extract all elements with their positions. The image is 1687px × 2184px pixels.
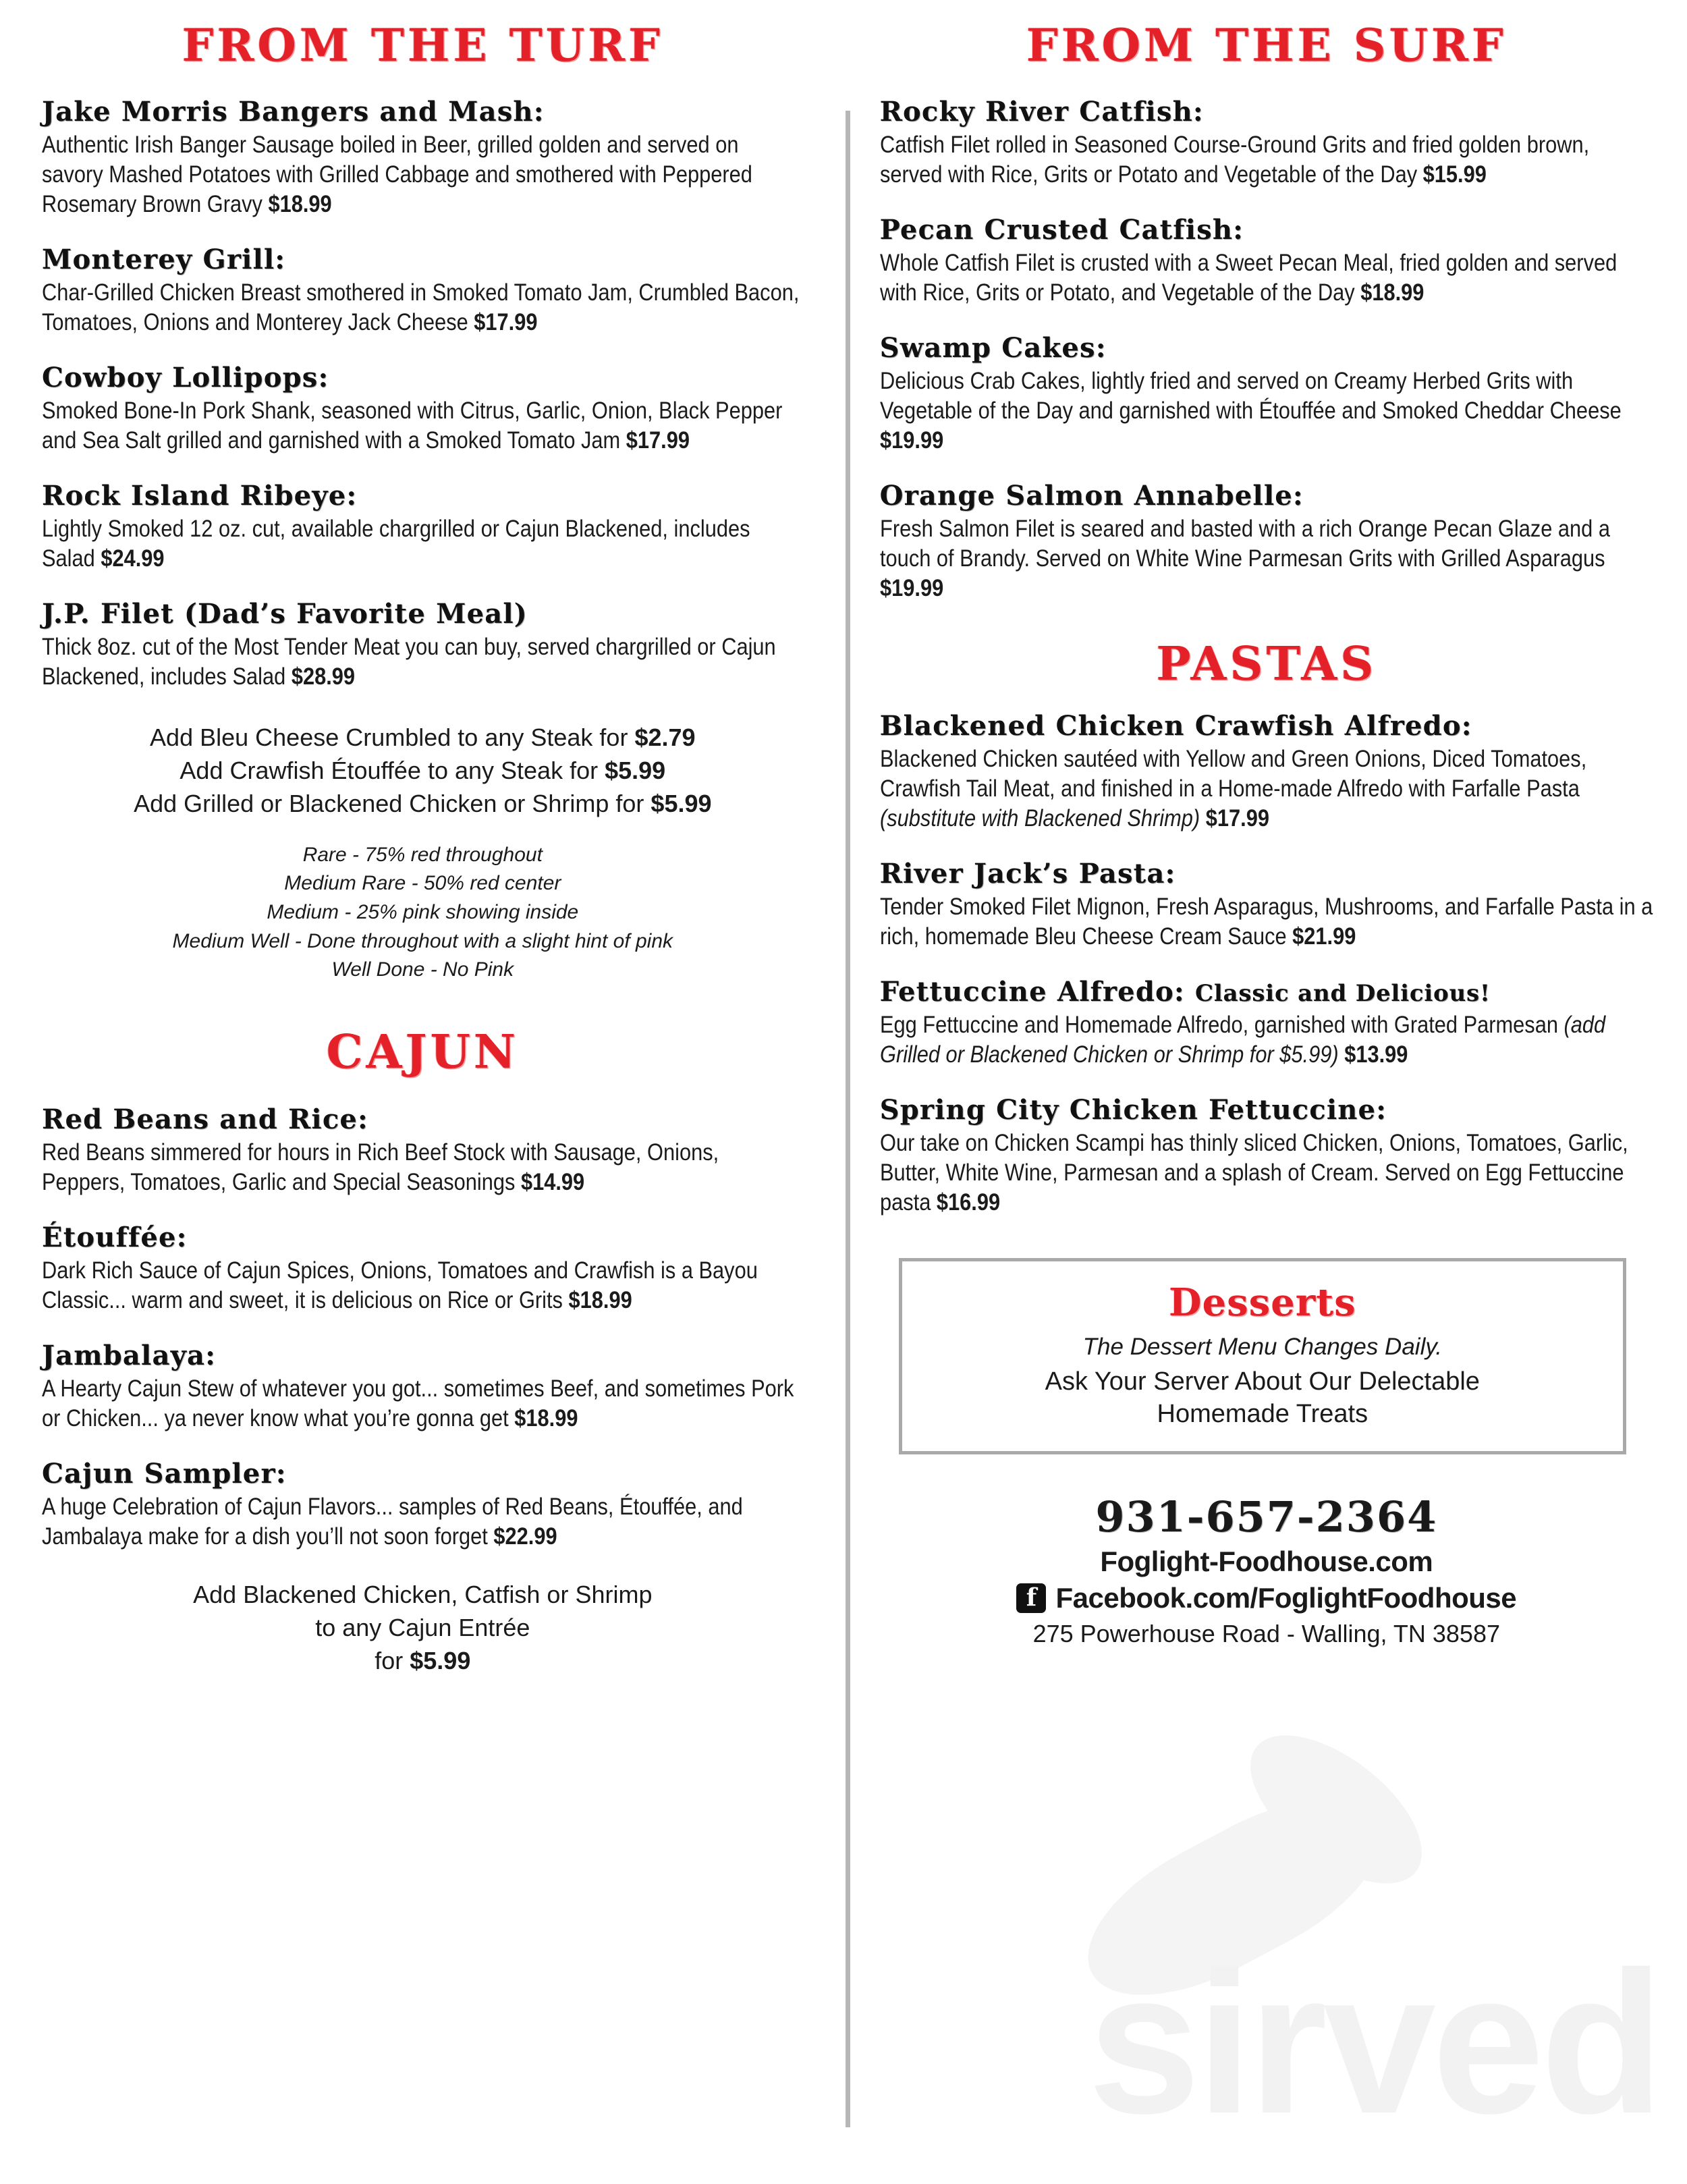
menu-item-description-text: Egg Fettuccine and Homemade Alfredo, garnished with Grated Parmesan [879,1011,1564,1038]
menu-item-description-text: Fresh Salmon Filet is seared and basted with a rich Orange Pecan Glaze and a touch of Brandy. Served on White Wine Parmesan Grits with Grilled Asparagus [879,515,1610,572]
menu-item-name-text: River Jack’s Pasta: [879,858,1176,890]
menu-item [42,599,804,692]
menu-item-description-text: A Hearty Cajun Stew of whatever you got... sometimes Beef, and sometimes Pork or Chicken... ya never know what you’re gonna get [42,1375,794,1431]
facebook-icon [1016,1583,1046,1613]
cajun-addon-line: Add Blackened Chicken, Catfish or Shrimp [193,1580,653,1608]
menu-item-description [42,632,804,692]
menu-item-description [880,366,1653,456]
temperature-line: Rare - 75% red throughout [302,843,543,866]
menu-item [42,481,804,574]
menu-item-name-text: Blackened Chicken Crawfish Alfredo: [879,710,1472,742]
right-column [873,19,1653,2171]
footer [880,1492,1653,1648]
facebook-row[interactable] [880,1582,1653,1614]
menu-item-name: Orange Salmon Annabelle: [879,480,1304,512]
menu-item-description [42,278,804,337]
menu-item-name [880,859,1653,890]
menu-item-price: $18.99 [268,190,332,217]
menu-item [880,97,1653,190]
menu-item [880,859,1653,952]
menu-item-name [880,711,1653,742]
menu-item-description-text: Delicious Crab Cakes, lightly fried and served on Creamy Herbed Grits with Vegetable of the Day and garnished with Étouffée and Smoked Cheddar Cheese [879,367,1622,424]
street-address: 275 Powerhouse Road - Walling, TN 38587 [1032,1620,1500,1647]
menu-item-description-text: Authentic Irish Banger Sausage boiled in Beer, grilled golden and served on savory Mashed Potatoes with Grilled Cabbage and smothered with Peppered Rosemary Brown Gravy [42,131,752,217]
menu-item-description [880,1010,1653,1070]
menu-item-name: J.P. Filet (Dad’s Favorite Meal) [42,598,528,630]
addon-price: $5.99 [651,789,712,817]
menu-item-price: $16.99 [936,1189,1000,1216]
menu-item-price: $17.99 [626,427,690,454]
menu-item [42,1105,804,1197]
steak-temperature-guide [42,841,804,985]
addon-line [42,788,804,821]
addon-line [42,721,804,755]
menu-item-price: $14.99 [520,1168,585,1195]
menu-item-description-text: Our take on Chicken Scampi has thinly sliced Chicken, Onions, Tomatoes, Garlic, Butter, White Wine, Parmesan and a splash of Cream. Served on Egg Fettuccine pasta [879,1129,1628,1216]
menu-item-price: $21.99 [1292,923,1356,950]
menu-item-description [42,1374,804,1434]
desserts-line-1: Ask Your Server About Our Delectable [1045,1367,1480,1396]
menu-item [880,481,1653,603]
menu-item-description [42,130,804,219]
menu-item [42,245,804,337]
menu-item-description-text: A huge Celebration of Cajun Flavors... samples of Red Beans, Étouffée, and Jambalaya make for a dish you’ll not soon forget [42,1493,743,1550]
menu-item-price: $18.99 [1360,279,1425,306]
menu-item-price: $24.99 [101,545,165,572]
menu-item-name: Monterey Grill: [42,244,286,276]
menu-item-description [42,1256,804,1315]
menu-item-description [880,892,1653,952]
menu-item-description [880,744,1653,834]
menu-item-name: Cowboy Lollipops: [42,362,329,394]
menu-item-tagline: Classic and Delicious! [1194,980,1491,1008]
menu-item-name-text: Fettuccine Alfredo: [879,976,1185,1008]
menu-item [880,1095,1653,1218]
menu-item-name [880,977,1653,1008]
cajun-addon-line [42,1645,804,1678]
desserts-box [899,1258,1626,1454]
menu-item-price: $17.99 [1205,805,1269,832]
menu-item-name: Swamp Cakes: [879,331,1107,364]
menu-item-description-text: Blackened Chicken sautéed with Yellow and Green Onions, Diced Tomatoes, Crawfish Tail Meat, and finished in a Home-made Alfredo with Farfalle Pasta [879,745,1586,802]
menu-item-price: $19.99 [879,575,943,602]
menu-item-name: Rock Island Ribeye: [42,480,358,512]
menu-item-price: $18.99 [514,1404,578,1431]
menu-item-name: Pecan Crusted Catfish: [879,213,1244,246]
menu-item-name [880,1095,1653,1126]
section-heading-from-the-surf: FROM THE SURF [1026,19,1507,72]
menu-item-description-text: Thick 8oz. cut of the Most Tender Meat you can buy, served chargrilled or Cajun Blackened, includes Salad [42,633,776,690]
menu-item-description [880,248,1653,308]
menu-item-price: $19.99 [879,427,943,454]
menu-item-description [880,130,1653,190]
menu-item-price: $22.99 [493,1523,557,1550]
steak-addons [42,721,804,821]
desserts-title: Desserts [1168,1280,1356,1326]
website-link[interactable]: Foglight-Foodhouse.com [1100,1546,1433,1577]
menu-item [42,1223,804,1315]
menu-item-description [880,514,1653,603]
menu-item-description-italic: (add Grilled or Blackened Chicken or Shrimp for $5.99) [879,1011,1605,1068]
menu-item-description-text: Catfish Filet rolled in Seasoned Course-Ground Grits and fried golden brown, served with Rice, Grits or Potato and Vegetable of the Day [879,131,1589,188]
menu-item [880,977,1653,1070]
addon-price: $2.79 [634,724,696,752]
menu-item-description-post [1338,1041,1344,1068]
menu-item [42,363,804,456]
menu-item-name: Jake Morris Bangers and Mash: [42,96,545,128]
menu-item-price: $13.99 [1344,1041,1408,1068]
phone-number[interactable]: 931-657-2364 [1095,1492,1438,1541]
menu-item-description-text: Lightly Smoked 12 oz. cut, available chargrilled or Cajun Blackened, includes Salad [42,515,750,572]
temperature-line: Medium - 25% pink showing inside [267,901,579,924]
menu-item-description [42,514,804,574]
desserts-line-2: Homemade Treats [1157,1400,1368,1429]
temperature-line: Well Done - No Pink [331,958,514,981]
addon-text: Add Bleu Cheese Crumbled to any Steak for [150,724,635,752]
menu-item-description-text: Whole Catfish Filet is crusted with a Sweet Pecan Meal, fried golden and served with Rice, Grits or Potato, and Vegetable of the Day [879,249,1617,306]
menu-item-price: $15.99 [1422,161,1487,188]
addon-text: Add Grilled or Blackened Chicken or Shrimp for [134,789,651,817]
left-column [42,19,823,2171]
menu-item-name-text: Spring City Chicken Fettuccine: [879,1094,1387,1126]
cajun-addon-prefix: for [375,1646,410,1674]
menu-item-description-text: Smoked Bone-In Pork Shank, seasoned with Citrus, Garlic, Onion, Black Pepper and Sea Salt grilled and garnished with a Smoked Tomato Jam [42,397,783,454]
watermark-text: sirved [1088,1929,1660,2156]
menu-item [42,97,804,219]
temperature-line: Medium Rare - 50% red center [284,872,561,895]
menu-item-description [42,1492,804,1552]
menu-item-description-italic: (substitute with Blackened Shrimp) [879,805,1200,832]
menu-item [880,215,1653,308]
menu-item-name: Cajun Sampler: [42,1457,287,1490]
facebook-link[interactable]: Facebook.com/FoglightFoodhouse [1055,1582,1517,1614]
menu-item-price: $18.99 [568,1286,632,1313]
cajun-addon-line: to any Cajun Entrée [315,1613,530,1641]
menu-item-description-text: Red Beans simmered for hours in Rich Beef Stock with Sausage, Onions, Peppers, Tomatoes, Garlic and Special Seasonings [42,1139,719,1195]
menu-item-description-text: Dark Rich Sauce of Cajun Spices, Onions, Tomatoes and Crawfish is a Bayou Classic... warm and sweet, it is delicious on Rice or Grits [42,1257,758,1313]
menu-item-description [880,1128,1653,1218]
column-divider [846,111,850,2127]
addon-price: $5.99 [605,756,666,784]
menu-item [42,1341,804,1434]
addon-line [42,755,804,788]
menu-item-price: $28.99 [291,663,356,690]
menu-item-description-post [1200,805,1206,831]
menu-item-name: Étouffée: [42,1221,188,1253]
cajun-addon-price: $5.99 [410,1646,471,1674]
menu-item-description-text: Char-Grilled Chicken Breast smothered in Smoked Tomato Jam, Crumbled Bacon, Tomatoes, Onions and Monterey Jack Cheese [42,279,800,335]
cajun-addon-note [42,1579,804,1678]
menu-item [880,333,1653,456]
menu-item-name: Rocky River Catfish: [879,96,1204,128]
menu-item-price: $17.99 [474,308,538,335]
temperature-line: Medium Well - Done throughout with a slight hint of pink [172,929,673,952]
section-heading-pastas: PASTAS [1156,637,1377,692]
menu-item [42,1459,804,1552]
menu-item-description-text: Tender Smoked Filet Mignon, Fresh Asparagus, Mushrooms, and Farfalle Pasta in a rich, homemade Bleu Cheese Cream Sauce [879,894,1653,950]
addon-text: Add Crawfish Étouffée to any Steak for [179,756,605,784]
section-heading-cajun: CAJUN [326,1025,520,1079]
menu-item-name: Jambalaya: [42,1339,217,1371]
menu-item-name: Red Beans and Rice: [42,1103,368,1135]
menu-item-description [42,396,804,456]
desserts-subtitle: The Dessert Menu Changes Daily. [1082,1334,1442,1361]
menu-item-description [42,1138,804,1197]
section-heading-from-the-turf: FROM THE TURF [182,19,663,72]
menu-item [880,711,1653,834]
